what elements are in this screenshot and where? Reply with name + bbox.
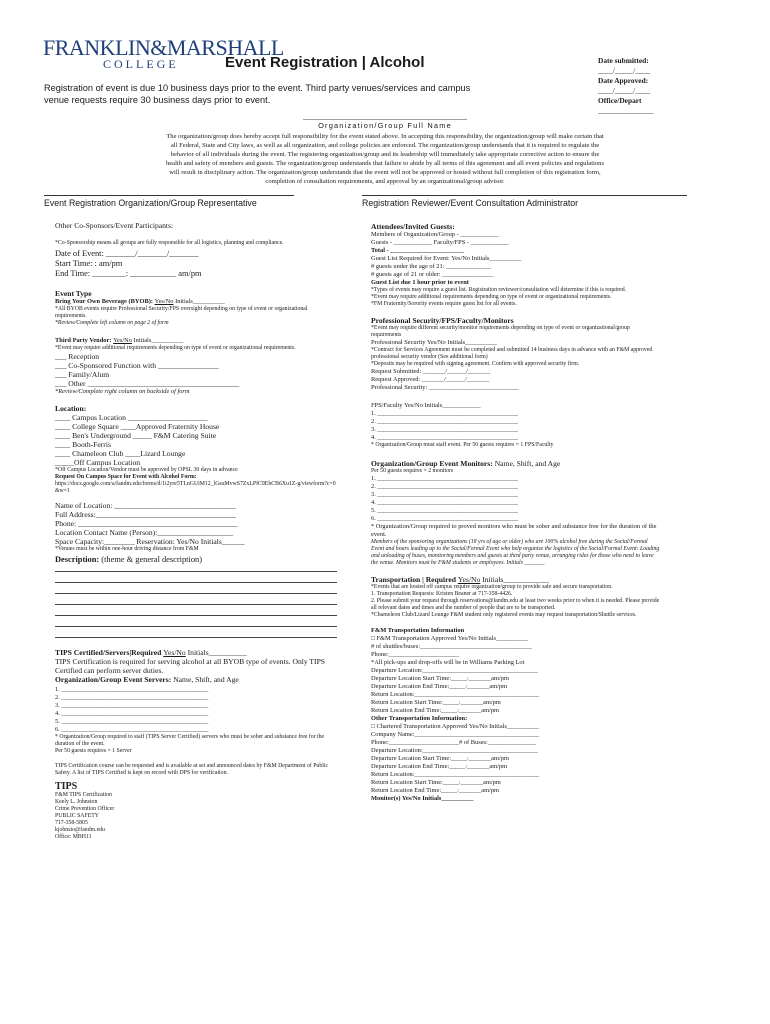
- att-line[interactable]: Guests - ____________ Faculty/FPS - ____________: [371, 239, 509, 246]
- tp-item[interactable]: ___ Co-Sponsored Function with ________________: [55, 361, 219, 370]
- byob-initials[interactable]: Initials__________: [173, 298, 225, 305]
- contact-line: Office: MBH11: [55, 834, 92, 840]
- resp-line: completion of consultation requirements, and approval by an organizational/group advisor.: [265, 178, 505, 185]
- end-time-field[interactable]: End Time: ________: ___________ am/pm: [55, 269, 202, 278]
- transport-yesno[interactable]: Yes/No: [457, 575, 481, 584]
- page-title: Event Registration | Alcohol: [225, 54, 425, 71]
- prof-security-line[interactable]: Professional Security Yes/No Initials__________: [371, 339, 498, 346]
- description-field[interactable]: [55, 571, 337, 638]
- fm-transport-line[interactable]: Departure Location:____________________________________: [371, 667, 538, 674]
- servers-row: [55, 675, 345, 684]
- tips-label: TIPS Certified/Servers|Required: [55, 648, 164, 657]
- description-line[interactable]: [55, 582, 337, 583]
- fm-transport-line[interactable]: Phone:______________________: [371, 651, 460, 658]
- cosponsor-note: *Co-Sponsorship means all groups are fully responsible for all logistics, planning and compliance.: [55, 240, 284, 246]
- description-label: Description:: [55, 555, 100, 564]
- tips-text: TIPS Certification is required for serving alcohol at all BYOB type of events. Only TIPS Certified can perform server duties.: [55, 657, 326, 675]
- org-name-field[interactable]: [200, 112, 570, 130]
- monitors-ratio: Per 50 guests requires = 2 monitors: [371, 468, 454, 474]
- att-note: *Types of events may require a guest list. Registration reviewer/consultation will determine if this is required.: [371, 287, 627, 293]
- description-line[interactable]: [55, 637, 337, 638]
- other-transport-line[interactable]: Return Location Start Time:_____:_______am/pm: [371, 779, 501, 786]
- att-note: *FM Fraternity/Sorority events require guest list for all events.: [371, 301, 517, 307]
- third-party-label: Third Party Vendor:: [55, 337, 114, 344]
- server-line[interactable]: 6. ______________________________________________: [55, 726, 209, 733]
- sig-right-label: Registration Reviewer/Event Consultation Administrator: [362, 198, 579, 208]
- description-line[interactable]: [55, 615, 337, 616]
- prof-note-2: *Contract for Services Agreement must be completed and submitted 14 business days in advance with an F&M approved professional security vendor (See additional form): [371, 347, 653, 360]
- logo-wordmark: FRANKLIN&MARSHALL: [43, 35, 284, 60]
- left-column: [55, 221, 345, 841]
- fm-transport-line[interactable]: Departure Location End Time:_____:_______am/pm: [371, 683, 508, 690]
- cosponsors-label: Other Co-Sponsors/Event Participants:: [55, 221, 174, 230]
- description-line[interactable]: [55, 571, 337, 572]
- admin-box: [598, 56, 653, 116]
- monitors-row: [371, 459, 671, 468]
- venue-field[interactable]: Full Address:_____________________________________: [55, 510, 237, 519]
- resp-line: all Federal, State and City laws, as well as all organization, and college policies are enforced. The organization/group understands that it is required to regulate the: [170, 142, 600, 149]
- other-transport-line[interactable]: □ Chartered Transportation Approved Yes/No Initials__________: [371, 723, 539, 730]
- att-line[interactable]: Members of Organization/Group - ____________: [371, 231, 499, 238]
- contact-line: 717-358-5805: [55, 820, 88, 826]
- monitor-line[interactable]: 1. ____________________________________________: [371, 475, 518, 482]
- date-submitted-field[interactable]: ____/_____/____: [598, 66, 651, 75]
- other-transport-heading: Other Transportation Information:: [371, 715, 468, 722]
- prof-note: *Event may require different security/monitor requirements depending on type of event or organizational/group requirements: [371, 325, 630, 338]
- prof-note-3: *Deposits may be required with signing agreement. Confirm with approved security firm.: [371, 361, 580, 367]
- fps-item[interactable]: 3. ____________________________________________: [371, 426, 518, 433]
- servers-heading: Organization/Group Event Servers:: [55, 675, 172, 684]
- fps-line[interactable]: FPS/Faculty Yes/No Initials____________: [371, 402, 481, 409]
- loc-item[interactable]: ____ Chameleon Club ____Lizard Lounge: [55, 449, 186, 458]
- byob-review: *Review/Complete left column on page 2 of form: [55, 320, 169, 326]
- att-line[interactable]: Total - _______________________: [371, 247, 464, 254]
- tp-item[interactable]: ___ Family/Alum: [55, 370, 110, 379]
- transport-note: 2. Please submit your request through reservations@fandm.edu at least two weeks prior to when it is needed. Please provide all relevant dates and times and the number of people that are to be transported.: [371, 598, 660, 611]
- other-transport-line[interactable]: Departure Location End Time:_____:_______am/pm: [371, 763, 508, 770]
- prof-field[interactable]: Request Approved: _______/______/_______: [371, 376, 490, 383]
- server-line[interactable]: 4. ______________________________________________: [55, 710, 209, 717]
- office-label: Office/Depart: [598, 96, 642, 105]
- monitors-hint: Name, Shift, and Age: [492, 459, 561, 468]
- venue-field[interactable]: Phone: __________________________________________: [55, 519, 238, 528]
- third-party-note: *Event may require additional requirements depending on type of event or organizational requirements.: [55, 345, 296, 351]
- intro-line-1: Registration of event is due 10 business days prior to the event. Third party venues/services and campus: [44, 83, 471, 93]
- loc-item[interactable]: ____ College Square ____Approved Fraternity House: [55, 422, 220, 431]
- description-line[interactable]: [55, 604, 337, 605]
- resp-line: health and safety of members and guests. The organization/group understands that failure to abide by all terms of this agreement and all event policies and regulations: [165, 160, 605, 167]
- contact-email[interactable]: kjohnsto@fandm.edu: [55, 827, 105, 833]
- server-line[interactable]: 3. ______________________________________________: [55, 702, 209, 709]
- att-line[interactable]: Guest List Required for Event: Yes/No Initials__________: [371, 255, 522, 262]
- loc-item[interactable]: ____ Booth-Ferris: [55, 440, 111, 449]
- tp-item[interactable]: ___ Reception: [55, 352, 100, 361]
- monitors-heading: Organization/Group Event Monitors:: [371, 459, 493, 468]
- servers-ratio: Per 50 guests requires = 1 Server: [55, 748, 132, 754]
- byob-row: [55, 298, 345, 306]
- fm-transport-line[interactable]: Departure Location Start Time:_____:_______am/pm: [371, 675, 509, 682]
- other-transport-line[interactable]: Company Name:_______________________________________: [371, 731, 540, 738]
- transport-label: Transportation | Required: [371, 575, 458, 584]
- attendees-heading: Attendees/Invited Guests:: [371, 222, 455, 231]
- loc-item[interactable]: ____ Campus Location _____________________: [55, 413, 208, 422]
- venue-field[interactable]: Location Contact Name (Person):____________________: [55, 528, 234, 537]
- monitors-note: * Organization/Group required to proved monitors who must be sober and substance free for the duration of the event.: [371, 523, 657, 538]
- transport-note: *Chameleon Club/Lizard Lounge F&M student only registered events may request transportation/Shuttle services.: [371, 612, 637, 618]
- prof-security-heading: Professional Security/FPS/Faculty/Monitors: [371, 316, 514, 325]
- date-approved-field[interactable]: ____/_____/____: [598, 86, 651, 95]
- start-time-field[interactable]: Start Time: : am/pm: [55, 259, 123, 268]
- tips-yesno[interactable]: Yes/No: [163, 648, 186, 657]
- att-note: *Event may require additional requirements depending on type of event or organizational requirements.: [371, 294, 612, 300]
- loc-item[interactable]: _____Off Campus Location: [55, 458, 141, 467]
- prof-field[interactable]: Professional Security: ____________________________: [371, 384, 519, 391]
- contact-line: F&M TIPS Certification: [55, 792, 112, 798]
- servers-hint: Name, Shift, and Age: [171, 675, 239, 684]
- location-heading: Location:: [55, 404, 87, 413]
- sig-left-line[interactable]: [44, 195, 294, 196]
- transport-note: 1. Transportation Requests: Kristen Beaner at 717-358-4426.: [371, 591, 513, 597]
- tips-initials[interactable]: Initials__________: [185, 648, 247, 657]
- venue-field[interactable]: Name of Location: ________________________________: [55, 501, 236, 510]
- other-transport-line[interactable]: Departure Location Start Time:_____:_______am/pm: [371, 755, 509, 762]
- venue-field[interactable]: Space Capacity:________ Reservation: Yes/No Initials______: [55, 537, 245, 546]
- prof-field[interactable]: Request Submitted: _______/______/_______: [371, 368, 491, 375]
- office-field[interactable]: _______________: [598, 106, 654, 115]
- monitor-line[interactable]: 3. ____________________________________________: [371, 491, 518, 498]
- description-hint: (theme & general description): [99, 555, 202, 564]
- description-line[interactable]: [55, 593, 337, 594]
- monitor-line[interactable]: 2. ____________________________________________: [371, 483, 518, 490]
- contact-line: PUBLIC SAFETY: [55, 813, 99, 819]
- third-party-initials[interactable]: Initials__________: [131, 337, 184, 344]
- other-transport-line[interactable]: Return Location:_______________________________________: [371, 771, 540, 778]
- description-row: [55, 555, 345, 565]
- third-party-yesno[interactable]: Yes/No: [113, 337, 132, 344]
- fm-transport-line: *All pick-ups and drop-offs will be in Williams Parking Lot: [371, 659, 525, 666]
- loc-form-label: Request On Campus Space for Event with Alcohol Form:: [55, 474, 197, 480]
- description-line[interactable]: [55, 626, 337, 627]
- responsibility-statement: [30, 132, 740, 186]
- tips-course-note: TIPS Certification course can be requested and is available at set and announced dates by F&M Department of Public Safety. A list of TIPS Certified is kept on record with DPS for verification.: [55, 763, 329, 776]
- resp-line: The organization/group does hereby accept full responsibility for the event stated above. In accepting this responsibility, the organization/group will make certain that: [166, 133, 604, 140]
- loc-note: *Off Campus Location/Vendor must be approved by OPSL 30 days in advance: [55, 467, 238, 473]
- logo-subtitle: COLLEGE: [103, 57, 179, 71]
- org-name-label: Organization/Group Full Name: [318, 121, 452, 130]
- event-type-heading: Event Type: [55, 289, 92, 298]
- monitor-line[interactable]: 6. ____________________________________________: [371, 515, 518, 522]
- resp-line: behavior of all individuals during the event. The registering organization/group and its leadership will immediately take appropriate corrective action to ensure the: [170, 151, 600, 158]
- fm-transport-line[interactable]: # of shuttles/buses:___________________________________: [371, 643, 532, 650]
- monitor-line[interactable]: 5. ____________________________________________: [371, 507, 518, 514]
- resp-line: will result in disciplinary action. The organization/group understands that the event will not be approved or hosted without full completion of this registration form,: [169, 169, 601, 176]
- fm-transport-line[interactable]: □ F&M Transportation Approved Yes/No Initials__________: [371, 635, 528, 642]
- server-line[interactable]: 2. ______________________________________________: [55, 694, 209, 701]
- guest-list-due: Guest List due 1 hour prior to event: [371, 279, 469, 286]
- transport-row: [371, 575, 671, 584]
- monitors-italic: Members of the sponsoring organizations (18 yrs of age or older) who are 100% alcohol free during the Social/Formal Event and hours leading up to the Social/Formal Event who help organize the logistics of the Social/Formal Event: Loading and unloading of buses, monitoring members and guests at third party venue, arranging rides for those who need to leave the venue. Monitors must be F&M students or employees. Initials _______: [371, 539, 660, 566]
- third-party-row: [55, 337, 345, 345]
- server-line[interactable]: 1. ______________________________________________: [55, 686, 209, 693]
- tips-row: [55, 648, 345, 657]
- contact-line: Keely L. Johnston: [55, 799, 98, 805]
- intro-line-2: venue requests require 30 business days prior to event.: [44, 95, 271, 105]
- fps-item[interactable]: 2. ____________________________________________: [371, 418, 518, 425]
- fm-transport-line[interactable]: Return Location:_______________________________________: [371, 691, 540, 698]
- fm-transport-heading: F&M Transportation Information: [371, 627, 465, 634]
- other-transport-line[interactable]: Departure Location:____________________________________: [371, 747, 538, 754]
- att-line[interactable]: # guests under the age of 21: ______________: [371, 263, 491, 270]
- byob-yesno[interactable]: Yes/No: [154, 298, 174, 305]
- fps-item[interactable]: 1. ____________________________________________: [371, 410, 518, 417]
- date-approved-label: Date Approved:: [598, 76, 649, 85]
- servers-note: * Organization/Group required to staff (TIPS Server Certified) servers who must be sober and substance free for the duration of the event.: [55, 734, 325, 747]
- byob-note: *All BYOB events require Professional Security/FPS oversight depending on type of event or organizational requirements.: [55, 306, 308, 319]
- fm-transport-line[interactable]: Return Location End Time:_____:_______am/pm: [371, 707, 499, 714]
- fps-note: * Organization/Group must staff event. Per 50 guests requires = 1 FPS/Faculty: [371, 442, 554, 448]
- tp-item[interactable]: ___ Other ________________________________________: [55, 379, 240, 388]
- sig-left-label: Event Registration Organization/Group Representative: [44, 198, 257, 208]
- loc-item[interactable]: ____ Ben's Underground _____ F&M Catering Suite: [55, 431, 217, 440]
- byob-label: Bring Your Own Beverage (BYOB):: [55, 298, 155, 305]
- monitor-line[interactable]: 4. ____________________________________________: [371, 499, 518, 506]
- tp-review: *Review/Complete right column on backside of form: [55, 388, 190, 395]
- transport-note: *Events that are hosted off campus require organization/group to provide safe and secure transportation.: [371, 584, 613, 590]
- right-column: [371, 222, 671, 803]
- other-transport-line[interactable]: Return Location End Time:_____:_______am/pm: [371, 787, 499, 794]
- date-submitted-label: Date submitted:: [598, 56, 649, 65]
- fm-transport-line[interactable]: Return Location Start Time:_____:_______am/pm: [371, 699, 501, 706]
- contact-line: Crime Prevention Officer: [55, 806, 115, 812]
- att-line[interactable]: # guests age of 21 or older: ________________: [371, 271, 494, 278]
- venue-note: *Venues must be within one-hour driving distance from F&M: [55, 546, 199, 552]
- org-name-line[interactable]: _________________________________________: [303, 112, 467, 121]
- sig-right-line[interactable]: [362, 195, 687, 196]
- loc-form-link[interactable]: https://docs.google.com/a/fandm.edu/forms/d/1i2yre5TLnGUiM12_lGeaMvwS7ZxLPfC9EhCB6Xu1Z-g/viewform?c=0&w=1: [55, 481, 336, 494]
- tips-logo: TIPS: [55, 781, 78, 792]
- other-transport-line[interactable]: Monitor(s) Yes/No Initials__________: [371, 795, 474, 802]
- fps-item[interactable]: 4. ____________________________________________: [371, 434, 518, 441]
- transport-initials[interactable]: Initials____________: [480, 575, 549, 584]
- other-transport-line[interactable]: Phone:______________________# of Buses:_______________: [371, 739, 536, 746]
- intro-text: [44, 82, 470, 106]
- server-line[interactable]: 5. ______________________________________________: [55, 718, 209, 725]
- date-of-event-field[interactable]: Date of Event: _______/_______/_______: [55, 249, 199, 258]
- college-logo: [43, 35, 284, 71]
